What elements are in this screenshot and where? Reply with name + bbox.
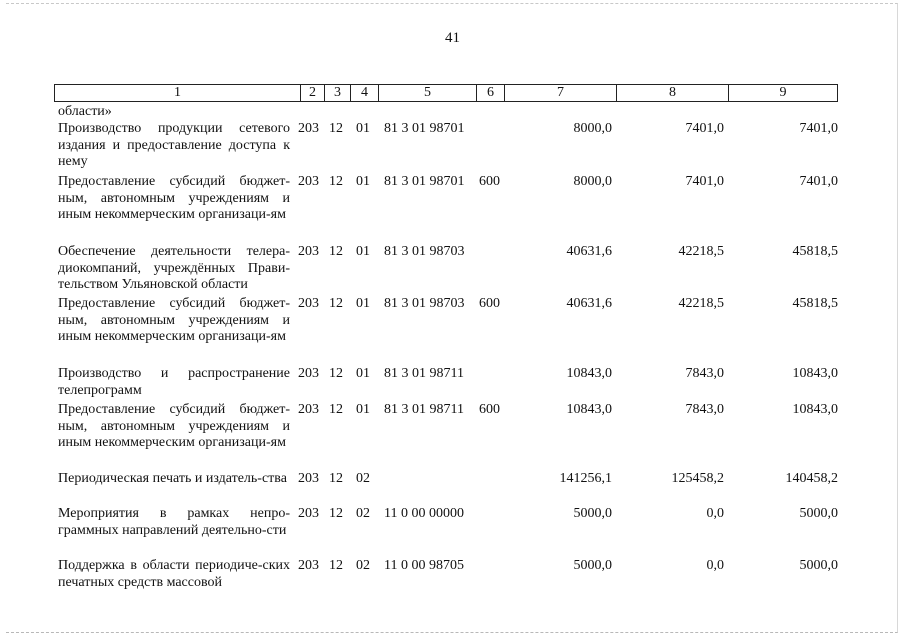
row-amount-col7: 5000,0 bbox=[573, 506, 612, 521]
row-amount-col8: 42218,5 bbox=[678, 296, 724, 311]
row-group: 02 bbox=[356, 506, 370, 521]
row-group: 01 bbox=[356, 366, 370, 381]
row-amount-col8: 125458,2 bbox=[671, 471, 724, 486]
row-section: 203 bbox=[298, 506, 319, 521]
row-amount-col7: 40631,6 bbox=[566, 296, 612, 311]
row-target-code: 81 3 01 98711 bbox=[384, 402, 464, 417]
row-description: Предоставление субсидий бюджет-ным, автономным учреждениям и иным некоммерческим организаци-ям bbox=[58, 402, 290, 451]
row-target-code: 81 3 01 98711 bbox=[384, 366, 464, 381]
row-group: 01 bbox=[356, 121, 370, 136]
row-amount-col8: 7401,0 bbox=[685, 174, 724, 189]
row-section: 203 bbox=[298, 296, 319, 311]
row-target-code: 11 0 00 00000 bbox=[384, 506, 464, 521]
row-amount-col8: 0,0 bbox=[706, 558, 724, 573]
row-expense-type: 600 bbox=[479, 296, 500, 311]
row-amount-col8: 7843,0 bbox=[685, 402, 724, 417]
row-description: Мероприятия в рамках непро-граммных направлений деятельно-сти bbox=[58, 506, 290, 538]
row-amount-col9: 140458,2 bbox=[785, 471, 838, 486]
row-description: Поддержка в области периодиче-ских печатных средств массовой bbox=[58, 558, 290, 590]
col-header-4: 4 bbox=[350, 84, 378, 102]
col-header-8: 8 bbox=[616, 84, 728, 102]
row-subsection: 12 bbox=[329, 244, 343, 259]
row-description: Производство продукции сетевого издания и предоставление доступа к нему bbox=[58, 121, 290, 170]
row-subsection: 12 bbox=[329, 174, 343, 189]
page-number: 41 bbox=[445, 30, 460, 46]
col-header-9: 9 bbox=[728, 84, 838, 102]
row-target-code: 11 0 00 98705 bbox=[384, 558, 464, 573]
row-amount-col7: 5000,0 bbox=[573, 558, 612, 573]
col-header-2: 2 bbox=[300, 84, 324, 102]
row-description: Предоставление субсидий бюджет-ным, автономным учреждениям и иным некоммерческим организаци-ям bbox=[58, 174, 290, 223]
row-group: 01 bbox=[356, 244, 370, 259]
row-section: 203 bbox=[298, 366, 319, 381]
col-header-7: 7 bbox=[504, 84, 616, 102]
row-amount-col7: 8000,0 bbox=[573, 121, 612, 136]
row-section: 203 bbox=[298, 558, 319, 573]
row-target-code: 81 3 01 98701 bbox=[384, 121, 465, 136]
row-group: 02 bbox=[356, 471, 370, 486]
row-section: 203 bbox=[298, 471, 319, 486]
row-section: 203 bbox=[298, 121, 319, 136]
col-header-1: 1 bbox=[54, 84, 300, 102]
row-amount-col7: 141256,1 bbox=[559, 471, 612, 486]
row-amount-col8: 7401,0 bbox=[685, 121, 724, 136]
row-target-code: 81 3 01 98703 bbox=[384, 296, 465, 311]
row-amount-col8: 0,0 bbox=[706, 506, 724, 521]
row-description: Периодическая печать и издатель-ства bbox=[58, 471, 287, 486]
row-amount-col9: 5000,0 bbox=[799, 506, 838, 521]
col-header-3: 3 bbox=[324, 84, 350, 102]
row-target-code: 81 3 01 98703 bbox=[384, 244, 465, 259]
row-amount-col9: 10843,0 bbox=[792, 402, 838, 417]
row-amount-col8: 42218,5 bbox=[678, 244, 724, 259]
row-amount-col7: 40631,6 bbox=[566, 244, 612, 259]
row-amount-col7: 8000,0 bbox=[573, 174, 612, 189]
row-section: 203 bbox=[298, 402, 319, 417]
row-description: Предоставление субсидий бюджет-ным, автономным учреждениям и иным некоммерческим организаци-ям bbox=[58, 296, 290, 345]
row-expense-type: 600 bbox=[479, 174, 500, 189]
row-subsection: 12 bbox=[329, 366, 343, 381]
row-group: 01 bbox=[356, 296, 370, 311]
row-group: 02 bbox=[356, 558, 370, 573]
row-description: Обеспечение деятельности телера-диокомпаний, учреждённых Прави-тельством Ульяновской области bbox=[58, 244, 290, 293]
row-amount-col9: 5000,0 bbox=[799, 558, 838, 573]
row-amount-col8: 7843,0 bbox=[685, 366, 724, 381]
col-header-5: 5 bbox=[378, 84, 476, 102]
row-amount-col7: 10843,0 bbox=[566, 402, 612, 417]
col-header-6: 6 bbox=[476, 84, 504, 102]
row-subsection: 12 bbox=[329, 558, 343, 573]
row-subsection: 12 bbox=[329, 471, 343, 486]
row-amount-col7: 10843,0 bbox=[566, 366, 612, 381]
row-amount-col9: 10843,0 bbox=[792, 366, 838, 381]
row-amount-col9: 7401,0 bbox=[799, 121, 838, 136]
row-section: 203 bbox=[298, 244, 319, 259]
row-subsection: 12 bbox=[329, 506, 343, 521]
row-group: 01 bbox=[356, 402, 370, 417]
row-subsection: 12 bbox=[329, 296, 343, 311]
row-target-code: 81 3 01 98701 bbox=[384, 174, 465, 189]
row-amount-col9: 45818,5 bbox=[792, 244, 838, 259]
row-amount-col9: 7401,0 bbox=[799, 174, 838, 189]
row-expense-type: 600 bbox=[479, 402, 500, 417]
row-amount-col9: 45818,5 bbox=[792, 296, 838, 311]
row-subsection: 12 bbox=[329, 402, 343, 417]
continuation-text: области» bbox=[58, 104, 112, 119]
row-group: 01 bbox=[356, 174, 370, 189]
row-section: 203 bbox=[298, 174, 319, 189]
row-description: Производство и распространение телепрограмм bbox=[58, 366, 290, 398]
row-subsection: 12 bbox=[329, 121, 343, 136]
